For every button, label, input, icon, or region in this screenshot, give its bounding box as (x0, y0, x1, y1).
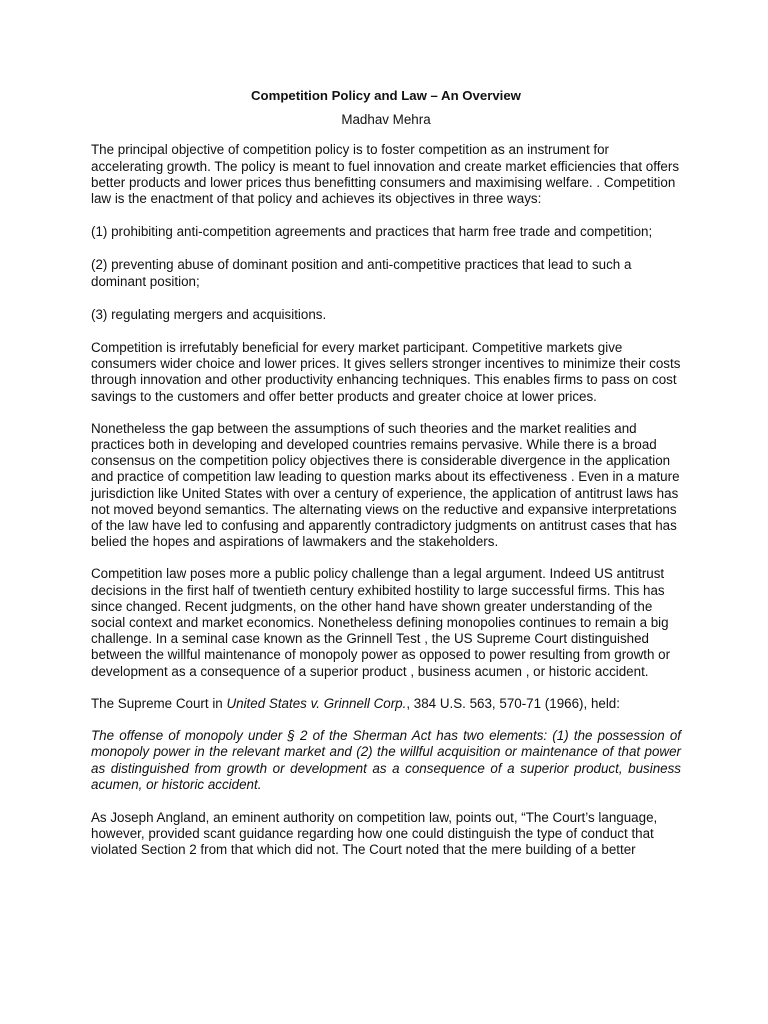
document-author: Madhav Mehra (341, 112, 431, 128)
paragraph-intro: The principal objective of competition policy is to foster competition as an instrument for accelerating growth. The policy is meant to fuel innovation and create market efficiencies that offers better products and lower prices thus benefitting consumers and maximising welfare. . Competition law is the enactment of that policy and achieves its objectives in three ways: (91, 142, 680, 207)
paragraph-angland: As Joseph Angland, an eminent authority on competition law, points out, “The Court’s language, however, provided scant guidance regarding how one could distinguish the type of conduct that violated Section 2 from that which did not. The Court noted that the mere building of a better (91, 809, 658, 858)
list-item-3: (3) regulating mergers and acquisitions. (91, 306, 327, 322)
paragraph-benefit: Competition is irrefutably beneficial for every market participant. Competitive markets give consumers wider choice and lower prices. It gives sellers stronger incentives to minimize their costs through innovation and other productivity enhancing techniques. This enables firms to pass on cost savings to the customers and offer better products and greater choice at lower prices. (91, 340, 681, 404)
court-prefix: The Supreme Court in (91, 695, 227, 711)
paragraph-challenge: Competition law poses more a public policy challenge than a legal argument. Indeed US antitrust decisions in the first half of twentieth century exhibited hostility to large successful firms. This has since changed. Recent judgments, on the other hand have shown greater understanding of the social context and market economics. Nonetheless defining monopolies continues to remain a big challenge. In a seminal case known as the Grinnell Test , the US Supreme Court distinguished between the willful maintenance of monopoly power as opposed to power resulting from growth or development as a consequence of a superior product , business acumen , or historic accident. (91, 566, 671, 679)
paragraph-court (91, 696, 681, 712)
list-item-2: (2) preventing abuse of dominant position and anti-competitive practices that lead to such a dominant position; (91, 257, 632, 289)
court-suffix: , 384 U.S. 563, 570-71 (1966), held: (406, 695, 620, 711)
court-case-name: United States v. Grinnell Corp. (226, 695, 407, 711)
paragraph-gap: Nonetheless the gap between the assumptions of such theories and the market realities and practices both in developing and developed countries remains pervasive. While there is a broad consensus on the competition policy objectives there is considerable divergence in the application and practice of competition law leading to question marks about its effectiveness . Even in a mature jurisdiction like United States with over a century of experience, the application of antitrust laws has not moved beyond semantics. The alternating views on the reductive and expansive interpretations of the law have led to confusing and apparently contradictory judgments on antitrust cases that has belied the hopes and aspirations of lawmakers and the stakeholders. (91, 420, 680, 550)
document-body (91, 88, 681, 859)
document-title: Competition Policy and Law – An Overview (251, 88, 521, 103)
list-item-1: (1) prohibiting anti-competition agreements and practices that harm free trade and competition; (91, 224, 653, 240)
quote-block: The offense of monopoly under § 2 of the Sherman Act has two elements: (1) the possession of monopoly power in the relevant market and (2) the willful acquisition or maintenance of that power as distinguished from growth or development as a consequence of a superior product, business acumen, or historic accident. (91, 728, 681, 792)
